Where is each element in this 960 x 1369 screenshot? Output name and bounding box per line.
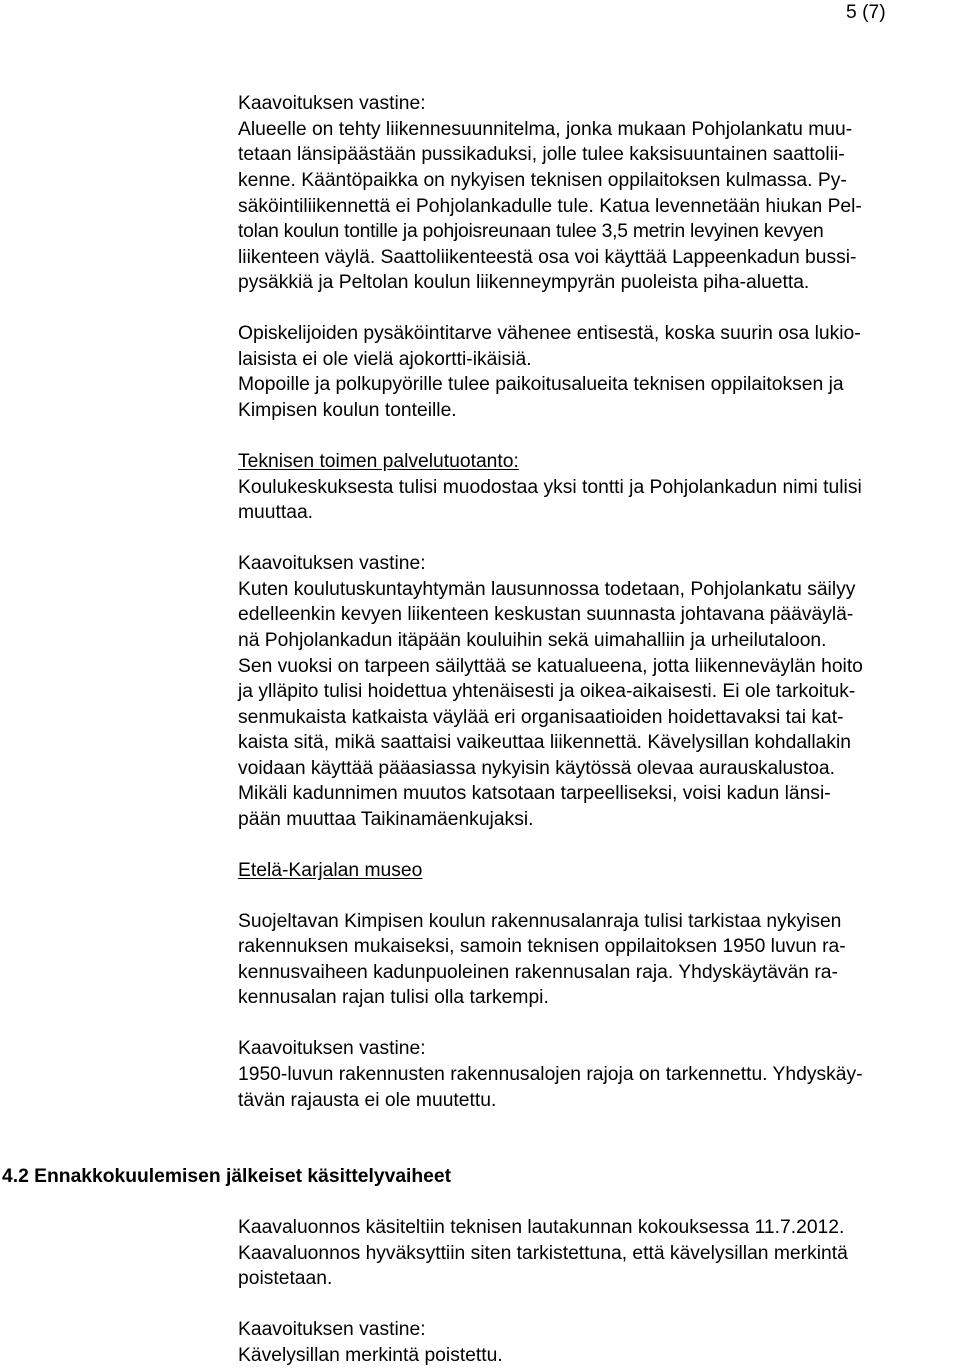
response-label: Kaavoituksen vastine:: [238, 553, 426, 574]
paragraph-line: Alueelle on tehty liikennesuunnitelma, jonka mukaan Pohjolankatu muu-: [238, 119, 853, 140]
paragraph-line: Kaavaluonnos hyväksyttiin siten tarkistettuna, että kävelysillan merkintä: [238, 1243, 848, 1264]
paragraph-line: Kaavaluonnos käsiteltiin teknisen lautakunnan kokouksessa 11.7.2012.: [238, 1217, 845, 1238]
paragraph-line: kaista sitä, mikä saattaisi vaikeuttaa liikennettä. Kävelysillan kohdallakin: [238, 732, 852, 753]
response-label: Kaavoituksen vastine:: [238, 1038, 426, 1059]
paragraph-line: tävän rajausta ei ole muutettu.: [238, 1090, 497, 1111]
paragraph-line: kenne. Kääntöpaikka on nykyisen teknisen oppilaitoksen kulmassa. Py-: [238, 170, 847, 191]
paragraph-line: Koulukeskuksesta tulisi muodostaa yksi tontti ja Pohjolankadun nimi tulisi: [238, 477, 862, 498]
paragraph-line: Mikäli kadunnimen muutos katsotaan tarpeelliseksi, voisi kadun länsi-: [238, 783, 831, 804]
paragraph-line: tolan koulun tontille ja pohjoisreunaan tulee 3,5 metrin levyinen kevyen: [238, 221, 824, 242]
paragraph-line: pysäkkiä ja Peltolan koulun liikenneympyrän puoleista piha-aluetta.: [238, 272, 810, 293]
paragraph-line: pään muuttaa Taikinamäenkujaksi.: [238, 809, 534, 830]
paragraph-line: laisista ei ole vielä ajokortti-ikäisiä.: [238, 349, 532, 370]
paragraph-line: rakennuksen mukaiseksi, samoin teknisen oppilaitoksen 1950 luvun ra-: [238, 936, 846, 957]
paragraph-line: Suojeltavan Kimpisen koulun rakennusalanraja tulisi tarkistaa nykyisen: [238, 911, 842, 932]
paragraph-line: poistetaan.: [238, 1268, 333, 1289]
page-number: 5 (7): [846, 2, 886, 23]
paragraph-line: ja ylläpito tulisi hoidettua yhtenäisesti ja oikea-aikaisesti. Ei ole tarkoituk-: [238, 681, 856, 702]
paragraph-line: nä Pohjolankadun itäpään kouluihin sekä uimahalliin ja urheilutaloon.: [238, 630, 827, 651]
paragraph-line: liikenteen väylä. Saattoliikenteestä osa voi käyttää Lappeenkadun bussi-: [238, 247, 857, 268]
paragraph-line: säköintiliikennettä ei Pohjolankadulle tule. Katua levennetään hiukan Pel-: [238, 196, 862, 217]
section-subheading: Teknisen toimen palvelutuotanto:: [238, 451, 519, 472]
paragraph-line: Sen vuoksi on tarpeen säilyttää se katualueena, jotta liikenneväylän hoito: [238, 656, 863, 677]
paragraph-line: tetaan länsipäästään pussikaduksi, jolle tulee kaksisuuntainen saattolii-: [238, 144, 845, 165]
paragraph-line: kennusvaiheen kadunpuoleinen rakennusalan raja. Yhdyskäytävän ra-: [238, 962, 838, 983]
paragraph-line: edelleenkin kevyen liikenteen keskustan suunnasta johtavana pääväylä-: [238, 604, 854, 625]
response-label: Kaavoituksen vastine:: [238, 1319, 426, 1340]
response-label: Kaavoituksen vastine:: [238, 93, 426, 114]
paragraph-line: muuttaa.: [238, 502, 314, 523]
paragraph-line: kennusalan rajan tulisi olla tarkempi.: [238, 987, 549, 1008]
paragraph-line: Opiskelijoiden pysäköintitarve vähenee entisestä, koska suurin osa lukio-: [238, 323, 861, 344]
paragraph-line: Kävelysillan merkintä poistettu.: [238, 1345, 503, 1366]
section-subheading: Etelä-Karjalan museo: [238, 860, 423, 881]
section-heading: 4.2 Ennakkokuulemisen jälkeiset käsittelyvaiheet: [2, 1166, 452, 1187]
paragraph-line: voidaan käyttää pääasiassa nykyisin käytössä olevaa aurauskalustoa.: [238, 758, 836, 779]
paragraph-line: senmukaista katkaista väylää eri organisaatioiden hoidettavaksi tai kat-: [238, 707, 844, 728]
paragraph-line: Kuten koulutuskuntayhtymän lausunnossa todetaan, Pohjolankatu säilyy: [238, 579, 856, 600]
paragraph-line: 1950-luvun rakennusten rakennusalojen rajoja on tarkennettu. Yhdyskäy-: [238, 1064, 863, 1085]
paragraph-line: Kimpisen koulun tonteille.: [238, 400, 457, 421]
paragraph-line: Mopoille ja polkupyörille tulee paikoitusalueita teknisen oppilaitoksen ja: [238, 374, 844, 395]
